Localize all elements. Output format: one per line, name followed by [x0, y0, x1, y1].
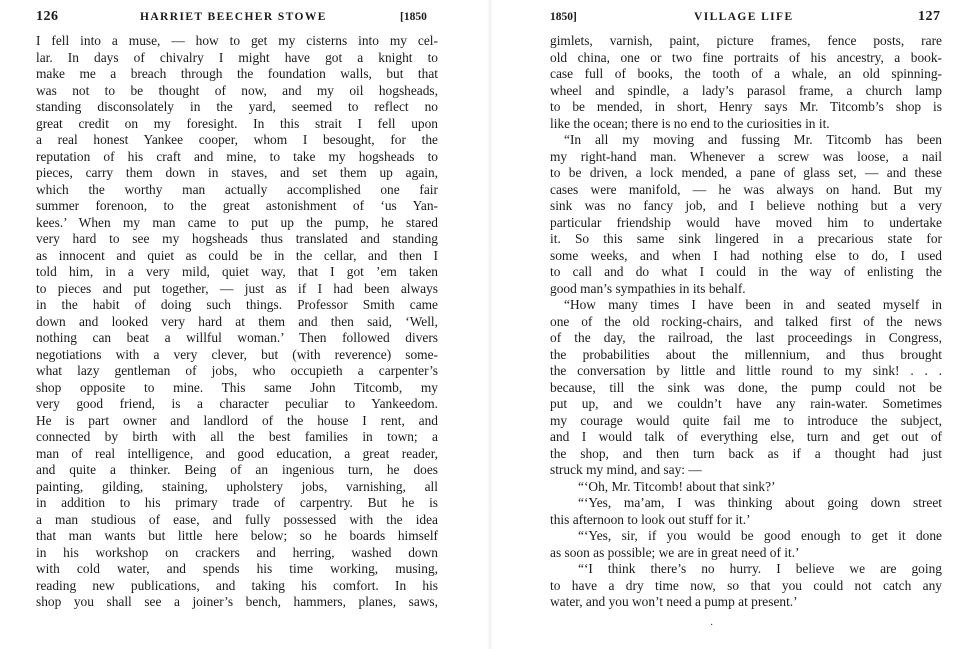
running-year: 1850]: [550, 11, 577, 23]
running-title: VILLAGE LIFE: [694, 11, 794, 23]
text-line: good man’s sympathies in its behalf.: [550, 280, 746, 296]
text-line: connected by birth with all the best families in town; a: [36, 429, 438, 444]
text-line: pieces, carry them down in staves, and set them up again,: [36, 165, 438, 180]
text-line: painting, gilding, staining, upholstery jobs, varnishing, all: [36, 478, 438, 494]
text-line: struck my mind, and say: —: [550, 462, 702, 477]
text-line: case full of books, the tooth of a whale, an old spinning-: [550, 66, 942, 81]
text-line: man of real intelligence, and good education, a great reader,: [36, 445, 438, 461]
text-line: a man studious of ease, and fully possessed with the idea: [36, 511, 438, 527]
text-line: reading new publications, and taking his comfort. In his: [36, 577, 438, 593]
text-line: to pieces and put together, — just as if I had been always: [36, 280, 438, 296]
text-line: very good friend, is a character peculiar to Yankeedom.: [36, 396, 438, 411]
text-line: nothing can beat a willful woman.’ Then followed divers: [36, 330, 438, 345]
text-line: cases were manifold, — he was always on hand. But my: [550, 181, 942, 197]
text-line: and quite a thinker. Being of an ingenious turn, he does: [36, 462, 438, 477]
running-year: [1850: [400, 11, 427, 23]
text-line: to be driven, a lock mended, a pane of glass set, — and these: [550, 165, 942, 180]
text-line: with cold water, and spends his time working, musing,: [36, 561, 438, 576]
text-line: of the day, the railroad, the last proceedings in Congress,: [550, 330, 942, 345]
text-line: what lazy gentleman of jobs, who occupieth a carpenter’s: [36, 363, 438, 378]
text-line: negotiations with a very clever, but (with reverence) some-: [36, 346, 438, 362]
text-line: a real honest Yankee cooper, whom I besought, for the: [36, 132, 438, 147]
text-line: in his workshop on crackers and herring, washed down: [36, 544, 438, 560]
text-line: this afternoon to look out stuff for it.’: [550, 511, 751, 527]
page-mark: ·: [710, 620, 714, 631]
text-line: reputation of his craft and mine, to take my hogsheads to: [36, 148, 438, 164]
text-line: “In all my moving and fussing Mr. Titcomb has been: [564, 132, 942, 147]
text-line: the conversation by little and little round to my sink! . . .: [550, 363, 942, 378]
text-line: to call and do what I could in the way of enlisting the: [550, 264, 942, 279]
text-line: my courage would quite fail me to introduce the subject,: [550, 412, 942, 428]
text-line: as innocent and quiet as could be in the cellar, and then I: [36, 247, 438, 263]
text-line: one of the old rocking-chairs, and talked first of the news: [550, 313, 942, 329]
running-title: HARRIET BEECHER STOWE: [140, 11, 327, 23]
text-line: that man wants but little here below; so he boards himself: [36, 528, 438, 543]
text-line: my right-hand man. Whenever a screw was loose, a nail: [550, 148, 942, 164]
text-line: it. So this same sink lingered in a precarious state for: [550, 231, 942, 246]
text-line: sink was no fancy job, and I believe nothing but a very: [550, 198, 942, 213]
text-line: lar. In days of chivalry I might have got a knight to: [36, 49, 438, 65]
text-line: was not to be thought of now, and my oil hogsheads,: [36, 82, 438, 98]
text-line: wheel and spindle, a lady’s parasol frame, a church lamp: [550, 82, 942, 98]
text-line: put up, and we couldn’t have any rain-water. Sometimes: [550, 396, 942, 411]
text-line: in the habit of doing such things. Professor Smith came: [36, 297, 438, 312]
text-line: because, till the sink was done, the pump could not be: [550, 379, 942, 395]
text-line: kees.’ When my man came to put up the pump, he stared: [36, 214, 438, 230]
text-line: great credit on my foresight. In this strait I fell upon: [36, 115, 438, 131]
right-page-header: [550, 9, 950, 29]
right-page: [490, 0, 980, 649]
page-number: 127: [918, 9, 941, 24]
text-line: shop opposite to mine. This same John Titcomb, my: [36, 379, 438, 395]
text-line: standing disconsolately in the yard, seemed to reflect no: [36, 99, 438, 114]
text-line: summer forenoon, to the great astonishment of ‘us Yan-: [36, 198, 438, 213]
text-line: to have a dry time now, so that you could not catch any: [550, 577, 942, 593]
left-page-body: [36, 33, 438, 611]
text-line: the probabilities about the millennium, and thus brought: [550, 346, 942, 362]
text-line: some weeks, and when I had nothing else to do, I used: [550, 247, 942, 263]
text-line: He is part owner and landlord of the house I rent, and: [36, 412, 438, 428]
text-line: “‘I think there’s no hurry. I believe we are going: [578, 561, 942, 576]
text-line: “How many times I have been in and seated myself in: [564, 297, 942, 312]
text-line: “‘Yes, sir, if you would be good enough to get it done: [578, 528, 942, 543]
text-line: I fell into a muse, — how to get my cisterns into my cel-: [36, 33, 438, 48]
text-line: which the worthy man actually accomplished one fair: [36, 181, 438, 197]
text-line: shop you shall see a joiner’s bench, hammers, planes, saws,: [36, 594, 438, 609]
page-number: 126: [36, 9, 59, 24]
text-line: like the ocean; there is no end to the curiosities in it.: [550, 115, 830, 131]
text-line: and I would talk of everything else, turn and get out of: [550, 429, 942, 444]
text-line: gimlets, varnish, paint, picture frames, fence posts, rare: [550, 33, 942, 48]
text-line: to be mended, in short, Henry says Mr. Titcomb’s shop is: [550, 99, 942, 114]
text-line: old china, one or two fine portraits of his ancestry, a book-: [550, 49, 942, 65]
text-line: “‘Yes, ma’am, I was thinking about going down street: [578, 495, 942, 510]
text-line: told him, in a very mild, quiet way, that I got ’em taken: [36, 264, 438, 279]
text-line: water, and you won’t need a pump at present.’: [550, 594, 798, 609]
text-line: “‘Oh, Mr. Titcomb! about that sink?’: [578, 478, 776, 494]
text-line: as soon as possible; we are in great need of it.’: [550, 544, 800, 560]
text-line: down and looked very hard at them and then said, ‘Well,: [36, 313, 438, 329]
left-page-header: [36, 9, 436, 29]
text-line: particular friendship would have moved him to undertake: [550, 214, 942, 230]
right-page-body: [550, 33, 942, 611]
text-line: very hard to see my hogsheads thus translated and standing: [36, 231, 438, 246]
text-line: in addition to his primary trade of carpentry. But he is: [36, 495, 438, 510]
text-line: the shop, and then turn back as if a thought had just: [550, 445, 942, 461]
text-line: make me a breach through the foundation walls, but that: [36, 66, 438, 81]
